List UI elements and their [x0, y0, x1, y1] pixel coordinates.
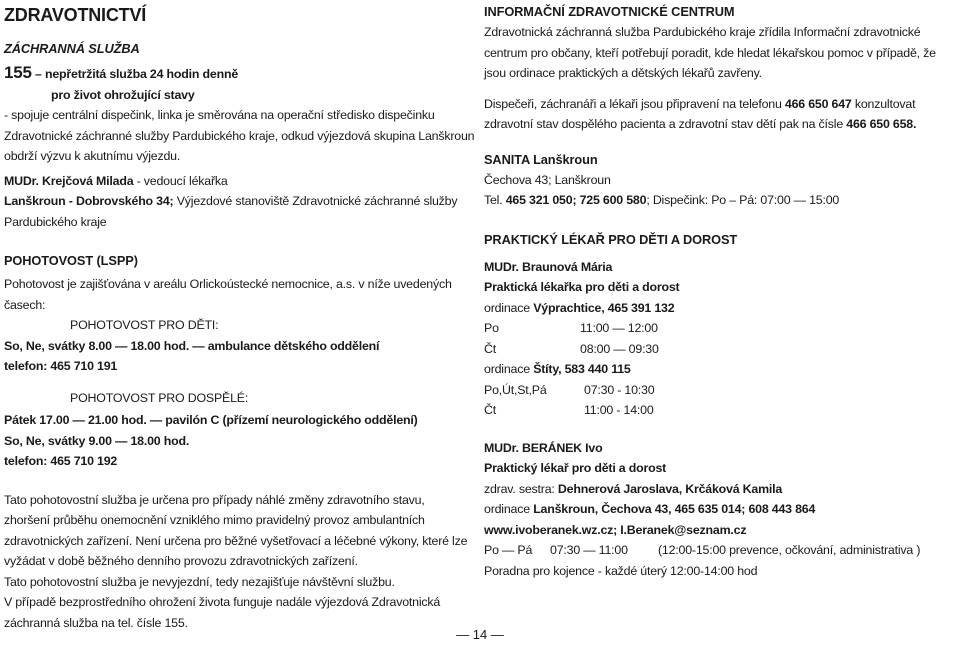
d1-hours2-row [484, 400, 956, 421]
zs-heading: ZÁCHRANNÁ SLUŽBA [4, 41, 140, 56]
note-2: Tato pohotovostní služba je nevyjezdní, tedy nezajišťuje návštěvní službu. [4, 574, 395, 589]
adult-line3: telefon: 465 710 192 [4, 454, 118, 468]
d1-role: Praktická lékařka pro děti a dorost [484, 280, 680, 294]
info-heading: INFORMAČNÍ ZDRAVOTNICKÉ CENTRUM [484, 4, 735, 19]
d1-hours-day: Po [484, 321, 499, 335]
zs-desc-1: - spojuje centrální dispečink, linka je směrována na operační středisko dispečinku [4, 108, 435, 122]
d2-hours-time: 07:30 — 11:00 [550, 543, 628, 557]
d2-hours [484, 540, 956, 561]
d1-office2 [484, 359, 956, 380]
sanita-heading: SANITA Lanškroun [484, 151, 598, 167]
zs-address-line [4, 191, 469, 212]
right-column [484, 0, 956, 581]
sanita-tel-line [484, 190, 956, 211]
d1-hours-day: Čt [484, 341, 496, 356]
zs-address-rest: Výjezdové stanoviště Zdravotnické záchranné služby [173, 194, 458, 208]
d2-hours-note: (12:00-15:00 prevence, očkování, administrativa ) [658, 543, 921, 557]
d1-office-label: ordinace [484, 300, 534, 315]
zs-doctor-line [4, 171, 469, 192]
info-phone-1: 466 650 647 [784, 96, 852, 111]
zs-number-text: – nepřetržitá služba 24 hodin denně [35, 67, 239, 81]
zs-number-line [4, 63, 469, 85]
sanita-tel-label: Tel. [484, 193, 506, 207]
d1-hours-row [484, 318, 956, 339]
d1-office [484, 298, 956, 319]
kids-line1: So, Ne, svátky 8.00 — 18.00 hod. — ambulance dětského oddělení [4, 338, 380, 353]
d1-hours2-day: Čt [484, 403, 496, 417]
d2-nurse-bold: Dehnerová Jaroslava, Krčáková Kamila [557, 481, 783, 496]
left-column [4, 0, 475, 633]
d1-name: MUDr. Braunová Mária [484, 259, 613, 274]
d1-hours2-time: 07:30 - 10:30 [584, 382, 655, 397]
info-text2-b: konzultovat zdravotní stav dospělého pacienta a zdravotní stav dětí pak na čísle [484, 96, 916, 131]
info-text: Zdravotnická záchranná služba Pardubického kraje zřídila Informační zdravotnické centrum pro občany, kteří potřebují poradit, kde hledat lékařskou pomoc v případě, že jsou ordinace praktických a dětských lékařů zavřeny. [484, 25, 936, 80]
zs-doctor-role: - vedoucí lékařka [133, 173, 228, 188]
zs-desc-3: obdrží výzvu k akutnímu výjezdu. [4, 149, 181, 163]
adult-line1: Pátek 17.00 — 21.00 hod. — pavilón C (přízemí neurologického oddělení) [4, 413, 418, 427]
kids-line2: telefon: 465 710 191 [4, 359, 118, 373]
d2-office-label: ordinace [484, 502, 534, 516]
note-1: Tato pohotovostní služba je určena pro případy náhlé změny zdravotního stavu, zhoršení průběhu onemocnění vzniklého mimo pravidelný provoz ambulantních zdravotnických zařízení. Není určena pro běžné vyšetřovací a léčebné výkony, které lze vyžádat v době běžného denního provozu zdravotnických zařízení. [4, 492, 468, 568]
lspp-heading: POHOTOVOST (LSPP) [4, 253, 138, 268]
d1-office2-label: ordinace [484, 362, 534, 376]
zs-address-bold: Lanškroun - Dobrovského 34; [4, 194, 174, 208]
sanita-tel-bold: 465 321 050; 725 600 580 [505, 193, 647, 207]
sanita-address: Čechova 43; Lanškroun [484, 172, 611, 187]
info-text2-a: Dispečeři, záchranáři a lékaři jsou připravení na telefonu [484, 96, 785, 111]
d2-hours-day: Po — Pá [484, 543, 533, 557]
zs-number-text2: pro život ohrožující stavy [51, 87, 195, 102]
kids-heading: POHOTOVOST PRO DĚTI: [70, 318, 219, 332]
d2-infant: Poradna pro kojence - každé úterý 12:00-14:00 hod [484, 563, 758, 578]
d2-nurse [484, 479, 956, 500]
sanita-tel-rest: ; Dispečink: Po – Pá: 07:00 — 15:00 [646, 193, 840, 207]
zs-number: 155 [4, 63, 32, 82]
page-number: — 14 — [456, 627, 504, 642]
zs-address-rest2: Pardubického kraje [4, 214, 107, 229]
d1-hours2-time: 11:00 - 14:00 [584, 403, 654, 417]
d1-office-bold: Výprachtice, 465 391 132 [533, 300, 675, 315]
d2-web: www.ivoberanek.wz.cz; I.Beranek@seznam.cz [484, 522, 747, 537]
note-3: V případě bezprostředního ohrožení života funguje nadále výjezdová Zdravotnická záchranná služba na tel. čísle 155. [4, 595, 441, 630]
d1-hours2-day: Po,Út,St,Pá [484, 382, 547, 397]
d1-office2-bold: Štíty, 583 440 115 [533, 362, 631, 376]
d2-name: MUDr. BERÁNEK Ivo [484, 440, 603, 455]
adult-line2: So, Ne, svátky 9.00 — 18.00 hod. [4, 433, 190, 448]
info-phone-2: 466 650 658. [846, 117, 917, 131]
d2-office [484, 499, 956, 520]
zs-doctor: MUDr. Krejčová Milada [4, 173, 134, 188]
d1-hours2-row [484, 380, 956, 401]
d2-nurse-label: zdrav. sestra: [484, 481, 558, 496]
d2-role: Praktický lékař pro děti a dorost [484, 461, 667, 475]
adult-heading: POHOTOVOST PRO DOSPĚLÉ: [70, 390, 249, 405]
lspp-intro: Pohotovost je zajišťována v areálu Orlickoústecké nemocnice, a.s. v níže uvedených časech: [4, 277, 452, 312]
d1-hours-time: 08:00 — 09:30 [580, 341, 659, 356]
info-text2 [484, 94, 956, 135]
d1-hours-time: 11:00 — 12:00 [580, 321, 658, 335]
d1-hours-row [484, 339, 956, 360]
pl-heading: PRAKTICKÝ LÉKAŘ PRO DĚTI A DOROST [484, 231, 738, 247]
zs-desc-2: Zdravotnické záchranné služby Pardubického kraje, odkud výjezdová skupina Lanškroun [4, 128, 475, 143]
d2-office-bold: Lanškroun, Čechova 43, 465 635 014; 608 443 864 [533, 502, 816, 516]
page-title: ZDRAVOTNICTVÍ [4, 5, 147, 25]
